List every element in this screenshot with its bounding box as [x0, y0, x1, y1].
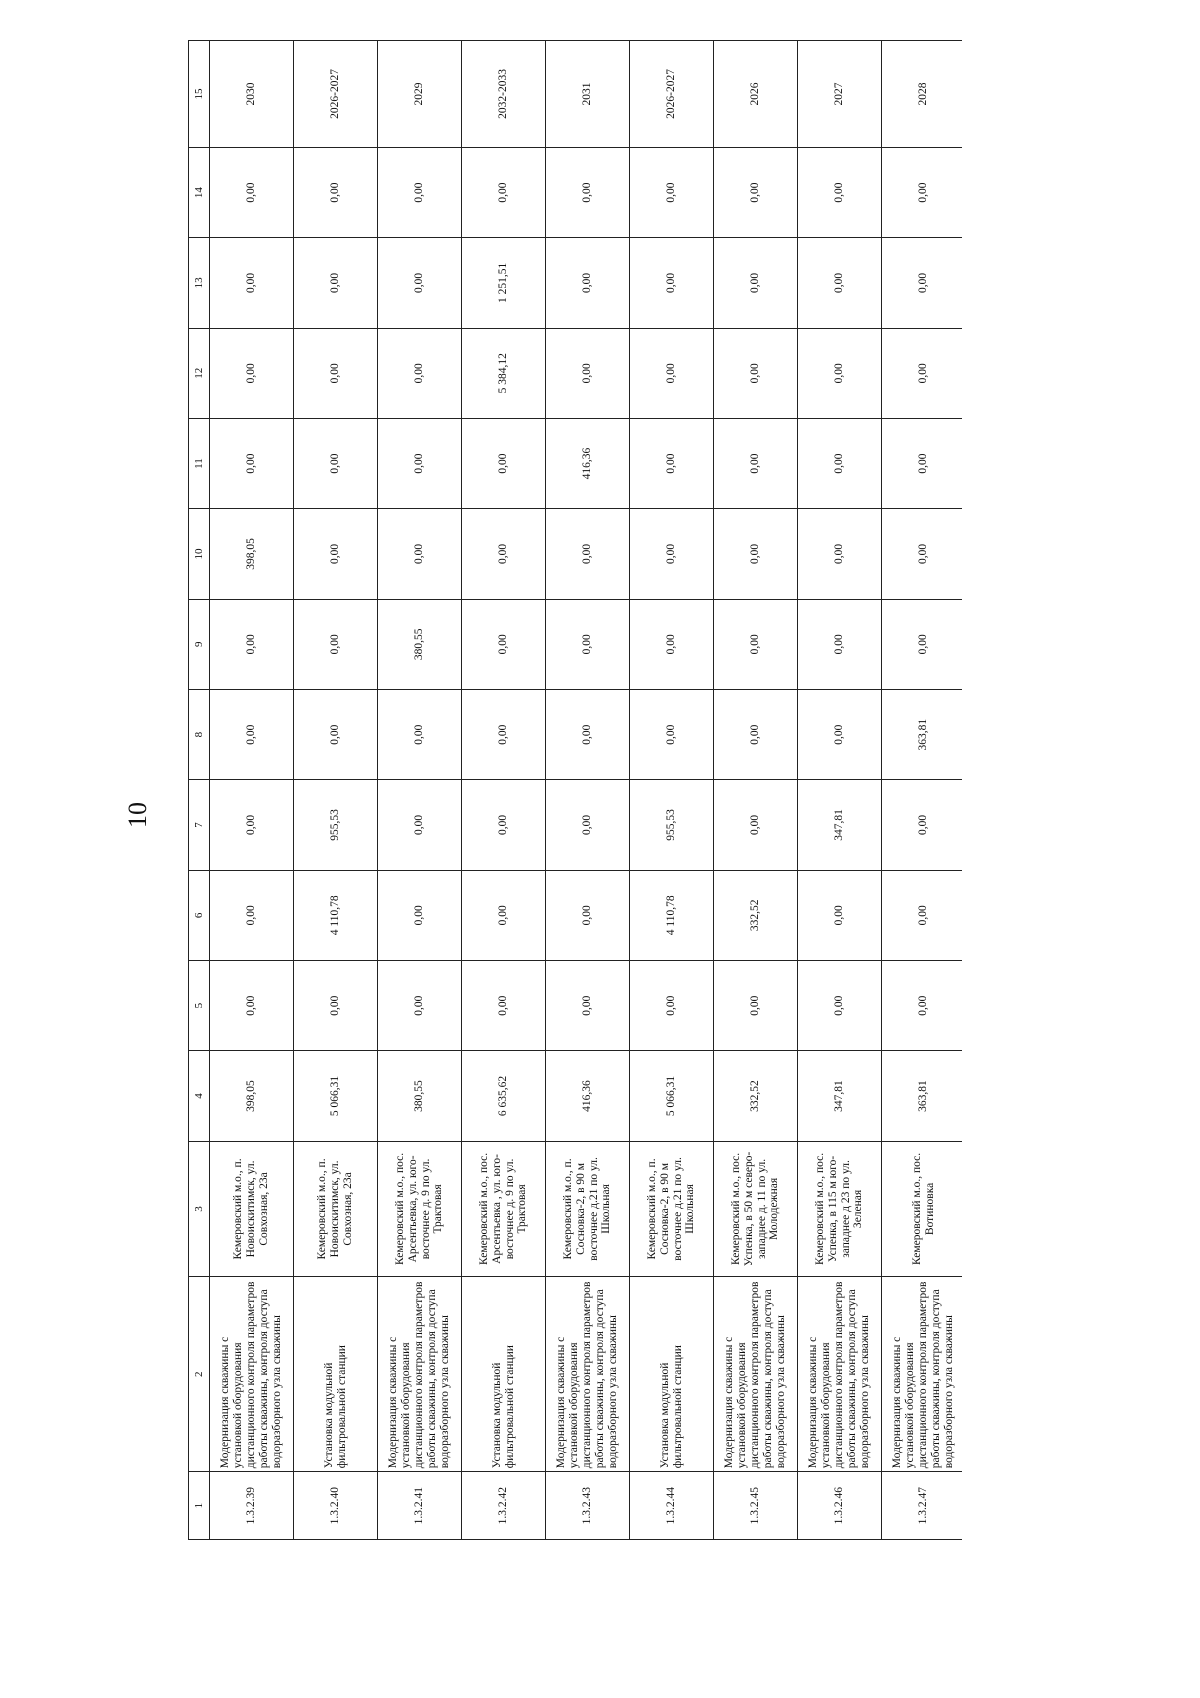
row-value-col-10: 0,00 — [714, 509, 798, 599]
row-measure-name: Модернизация скважины с установкой оборудования дистанционного контроля параметров работы скважины, контроля доступа водоразборного узла скважины — [882, 1277, 963, 1472]
row-location: Кемеровский м.о., пос. Арсентьевка , ул. юго-восточнее д. 9 по ул. Трактовая — [462, 1141, 546, 1277]
row-value-col-6: 0,00 — [378, 870, 462, 960]
column-number-1: 1 — [189, 1472, 210, 1540]
row-value-col-9: 380,55 — [378, 599, 462, 689]
row-value-col-13: 0,00 — [798, 238, 882, 328]
row-value-col-5: 0,00 — [462, 960, 546, 1050]
row-years: 2026-2027 — [630, 41, 714, 148]
row-measure-name: Установка модульной фильтровальной станции — [630, 1277, 714, 1472]
column-number-4: 4 — [189, 1051, 210, 1141]
row-value-col-7: 0,00 — [462, 780, 546, 870]
column-number-10: 10 — [189, 509, 210, 599]
column-number-14: 14 — [189, 147, 210, 237]
row-value-col-14: 0,00 — [462, 147, 546, 237]
row-value-col-13: 0,00 — [714, 238, 798, 328]
row-location: Кемеровский м.о., п. Сосновка-2, в 90 м восточнее д.21 по ул. Школьная — [630, 1141, 714, 1277]
row-value-col-8: 0,00 — [546, 689, 630, 779]
row-value-col-5: 0,00 — [798, 960, 882, 1050]
row-value-col-10: 0,00 — [882, 509, 963, 599]
row-measure-name: Модернизация скважины с установкой оборудования дистанционного контроля параметров работы скважины, контроля доступа водоразборного узла скважины — [210, 1277, 294, 1472]
row-value-col-4: 5 066,31 — [294, 1051, 378, 1141]
row-value-col-9: 0,00 — [630, 599, 714, 689]
row-value-col-10: 0,00 — [294, 509, 378, 599]
row-value-col-14: 0,00 — [882, 147, 963, 237]
row-value-col-4: 6 635,62 — [462, 1051, 546, 1141]
row-value-col-12: 0,00 — [294, 328, 378, 418]
row-years: 2032-2033 — [462, 41, 546, 148]
column-number-15: 15 — [189, 41, 210, 148]
row-value-col-8: 363,81 — [882, 689, 963, 779]
row-value-col-11: 0,00 — [798, 418, 882, 508]
column-number-8: 8 — [189, 689, 210, 779]
row-value-col-6: 4 110,78 — [294, 870, 378, 960]
row-value-col-9: 0,00 — [294, 599, 378, 689]
row-location: Кемеровский м.о., п. Новоискитимск, ул. Совхозная, 23а — [210, 1141, 294, 1277]
row-value-col-11: 0,00 — [882, 418, 963, 508]
header-row — [189, 41, 210, 1540]
row-value-col-8: 0,00 — [798, 689, 882, 779]
row-value-col-12: 0,00 — [210, 328, 294, 418]
row-measure-name: Установка модульной фильтровальной станции — [462, 1277, 546, 1472]
row-value-col-4: 347,81 — [798, 1051, 882, 1141]
row-value-col-7: 0,00 — [378, 780, 462, 870]
row-value-col-5: 0,00 — [378, 960, 462, 1050]
row-value-col-11: 0,00 — [378, 418, 462, 508]
row-value-col-8: 0,00 — [294, 689, 378, 779]
row-value-col-12: 5 384,12 — [462, 328, 546, 418]
page-number: 10 — [123, 802, 152, 828]
row-measure-name: Модернизация скважины с установкой оборудования дистанционного контроля параметров работы скважины, контроля доступа водоразборного узла скважины — [378, 1277, 462, 1472]
row-years: 2026-2027 — [294, 41, 378, 148]
row-value-col-6: 0,00 — [546, 870, 630, 960]
table-row — [714, 41, 798, 1540]
row-location: Кемеровский м.о., пос. Вотиновка — [882, 1141, 963, 1277]
row-value-col-14: 0,00 — [798, 147, 882, 237]
row-value-col-7: 0,00 — [714, 780, 798, 870]
table-row — [294, 41, 378, 1540]
table-row — [378, 41, 462, 1540]
row-code: 1.3.2.43 — [546, 1472, 630, 1540]
row-value-col-4: 363,81 — [882, 1051, 963, 1141]
row-value-col-7: 0,00 — [546, 780, 630, 870]
row-value-col-4: 332,52 — [714, 1051, 798, 1141]
row-value-col-12: 0,00 — [798, 328, 882, 418]
row-value-col-9: 0,00 — [462, 599, 546, 689]
row-value-col-7: 0,00 — [210, 780, 294, 870]
row-code: 1.3.2.47 — [882, 1472, 963, 1540]
row-value-col-11: 416,36 — [546, 418, 630, 508]
row-value-col-13: 0,00 — [210, 238, 294, 328]
row-value-col-13: 1 251,51 — [462, 238, 546, 328]
row-value-col-13: 0,00 — [378, 238, 462, 328]
row-value-col-6: 0,00 — [882, 870, 963, 960]
row-value-col-14: 0,00 — [294, 147, 378, 237]
row-value-col-5: 0,00 — [882, 960, 963, 1050]
row-code: 1.3.2.46 — [798, 1472, 882, 1540]
row-value-col-8: 0,00 — [630, 689, 714, 779]
row-value-col-14: 0,00 — [714, 147, 798, 237]
row-value-col-5: 0,00 — [714, 960, 798, 1050]
row-value-col-7: 955,53 — [630, 780, 714, 870]
row-value-col-13: 0,00 — [882, 238, 963, 328]
row-value-col-7: 955,53 — [294, 780, 378, 870]
row-value-col-10: 0,00 — [630, 509, 714, 599]
row-location: Кемеровский м.о., п. Сосновка-2, в 90 м восточнее д.21 по ул. Школьная — [546, 1141, 630, 1277]
investment-table — [188, 40, 962, 1540]
row-value-col-5: 0,00 — [546, 960, 630, 1050]
row-value-col-11: 0,00 — [210, 418, 294, 508]
column-number-11: 11 — [189, 418, 210, 508]
row-value-col-9: 0,00 — [546, 599, 630, 689]
row-years: 2027 — [798, 41, 882, 148]
row-location: Кемеровский м.о., пос. Успенка, в 115 м юго-западнее д 23 по ул. Зеленая — [798, 1141, 882, 1277]
row-value-col-14: 0,00 — [378, 147, 462, 237]
row-value-col-4: 416,36 — [546, 1051, 630, 1141]
row-value-col-13: 0,00 — [630, 238, 714, 328]
row-value-col-12: 0,00 — [882, 328, 963, 418]
column-number-2: 2 — [189, 1277, 210, 1472]
row-measure-name: Модернизация скважины с установкой оборудования дистанционного контроля параметров работы скважины, контроля доступа водоразборного узла скважины — [714, 1277, 798, 1472]
row-value-col-12: 0,00 — [546, 328, 630, 418]
row-value-col-9: 0,00 — [882, 599, 963, 689]
row-years: 2031 — [546, 41, 630, 148]
row-location: Кемеровский м.о., п. Новоискитимск, ул. Совхозная, 23а — [294, 1141, 378, 1277]
row-measure-name: Модернизация скважины с установкой оборудования дистанционного контроля параметров работы скважины, контроля доступа водоразборного узла скважины — [546, 1277, 630, 1472]
row-value-col-6: 0,00 — [462, 870, 546, 960]
row-value-col-10: 0,00 — [798, 509, 882, 599]
row-value-col-10: 0,00 — [378, 509, 462, 599]
row-value-col-14: 0,00 — [210, 147, 294, 237]
row-years: 2029 — [378, 41, 462, 148]
column-number-9: 9 — [189, 599, 210, 689]
row-value-col-13: 0,00 — [546, 238, 630, 328]
column-number-6: 6 — [189, 870, 210, 960]
row-value-col-8: 0,00 — [714, 689, 798, 779]
row-code: 1.3.2.42 — [462, 1472, 546, 1540]
column-number-5: 5 — [189, 960, 210, 1050]
table-row — [462, 41, 546, 1540]
table-row — [546, 41, 630, 1540]
table-row — [798, 41, 882, 1540]
row-value-col-9: 0,00 — [210, 599, 294, 689]
row-value-col-7: 0,00 — [882, 780, 963, 870]
table-row — [630, 41, 714, 1540]
row-years: 2028 — [882, 41, 963, 148]
row-value-col-6: 332,52 — [714, 870, 798, 960]
row-value-col-4: 398,05 — [210, 1051, 294, 1141]
row-code: 1.3.2.45 — [714, 1472, 798, 1540]
row-value-col-11: 0,00 — [294, 418, 378, 508]
row-measure-name: Установка модульной фильтровальной станции — [294, 1277, 378, 1472]
row-value-col-12: 0,00 — [630, 328, 714, 418]
row-value-col-10: 0,00 — [546, 509, 630, 599]
row-location: Кемеровский м.о., пос. Арсентьевка, ул. юго-восточнее д. 9 по ул. Трактовая — [378, 1141, 462, 1277]
row-value-col-11: 0,00 — [630, 418, 714, 508]
row-code: 1.3.2.41 — [378, 1472, 462, 1540]
row-value-col-6: 4 110,78 — [630, 870, 714, 960]
row-years: 2026 — [714, 41, 798, 148]
row-value-col-4: 380,55 — [378, 1051, 462, 1141]
row-value-col-5: 0,00 — [294, 960, 378, 1050]
row-location: Кемеровский м.о., пос. Успенка, в 50 м северо-западнее д. 11 по ул. Молодежная — [714, 1141, 798, 1277]
row-value-col-5: 0,00 — [210, 960, 294, 1050]
table-row — [210, 41, 294, 1540]
row-value-col-4: 5 066,31 — [630, 1051, 714, 1141]
row-value-col-6: 0,00 — [798, 870, 882, 960]
row-code: 1.3.2.39 — [210, 1472, 294, 1540]
row-value-col-9: 0,00 — [714, 599, 798, 689]
row-value-col-12: 0,00 — [378, 328, 462, 418]
row-value-col-9: 0,00 — [798, 599, 882, 689]
row-value-col-7: 347,81 — [798, 780, 882, 870]
column-number-3: 3 — [189, 1141, 210, 1277]
row-value-col-8: 0,00 — [210, 689, 294, 779]
row-value-col-8: 0,00 — [462, 689, 546, 779]
column-number-12: 12 — [189, 328, 210, 418]
column-number-13: 13 — [189, 238, 210, 328]
row-years: 2030 — [210, 41, 294, 148]
row-code: 1.3.2.44 — [630, 1472, 714, 1540]
row-value-col-8: 0,00 — [378, 689, 462, 779]
row-value-col-10: 398,05 — [210, 509, 294, 599]
table-row — [882, 41, 963, 1540]
row-value-col-11: 0,00 — [714, 418, 798, 508]
row-value-col-13: 0,00 — [294, 238, 378, 328]
row-value-col-5: 0,00 — [630, 960, 714, 1050]
column-number-7: 7 — [189, 780, 210, 870]
row-value-col-14: 0,00 — [630, 147, 714, 237]
table-container — [188, 40, 962, 1540]
row-value-col-11: 0,00 — [462, 418, 546, 508]
row-value-col-6: 0,00 — [210, 870, 294, 960]
row-value-col-10: 0,00 — [462, 509, 546, 599]
row-code: 1.3.2.40 — [294, 1472, 378, 1540]
row-value-col-12: 0,00 — [714, 328, 798, 418]
row-measure-name: Модернизация скважины с установкой оборудования дистанционного контроля параметров работы скважины, контроля доступа водоразборного узла скважины — [798, 1277, 882, 1472]
row-value-col-14: 0,00 — [546, 147, 630, 237]
